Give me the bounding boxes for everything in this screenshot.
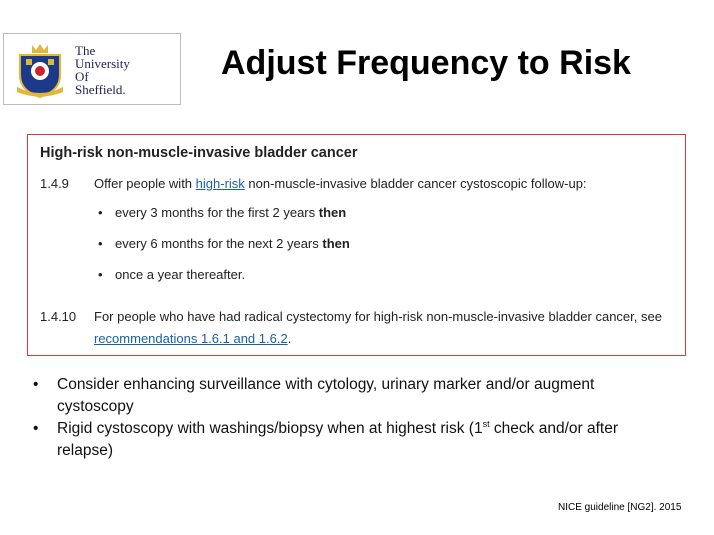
guideline-excerpt-box bbox=[27, 134, 686, 356]
bullet-icon: • bbox=[33, 420, 39, 437]
recommendation-number: 1.4.10 bbox=[40, 309, 77, 324]
list-item: • Rigid cystoscopy with washings/biopsy when at highest risk (1st check and/or after relapse) bbox=[33, 418, 618, 459]
logo-line-1: The bbox=[75, 43, 96, 58]
high-risk-link[interactable]: high-risk bbox=[195, 176, 245, 191]
recommendation-number: 1.4.9 bbox=[40, 176, 69, 191]
list-item: • every 6 months for the next 2 years then bbox=[98, 233, 350, 264]
guideline-heading: High-risk non-muscle-invasive bladder cancer bbox=[40, 145, 358, 161]
bullet-icon: • bbox=[33, 376, 39, 393]
logo-line-2: University bbox=[75, 56, 130, 71]
list-item: • Consider enhancing surveillance with cytology, urinary marker and/or augment cystoscopy bbox=[33, 376, 595, 415]
recommendation-text bbox=[94, 173, 684, 195]
slide-title: Adjust Frequency to Risk bbox=[221, 44, 631, 82]
university-logo bbox=[3, 33, 181, 105]
follow-up-schedule-list bbox=[98, 202, 350, 295]
list-item: • every 3 months for the first 2 years then bbox=[98, 202, 350, 233]
key-points-list bbox=[33, 374, 673, 462]
logo-line-4: Sheffield. bbox=[75, 82, 126, 97]
source-citation: NICE guideline [NG2]. 2015 bbox=[558, 502, 682, 513]
recommendation-text: For people who have had radical cystectomy for high-risk non-muscle-invasive bladder cancer, see recommendations 1.6.1 and 1.6.2. bbox=[94, 309, 662, 346]
rec-text-after: non-muscle-invasive bladder cancer cystoscopic follow-up: bbox=[244, 176, 587, 191]
university-crest-icon bbox=[14, 41, 66, 99]
logo-line-3: Of bbox=[75, 69, 89, 84]
recommendations-link[interactable]: recommendations 1.6.1 and 1.6.2 bbox=[94, 331, 288, 346]
rec-text: For people who have had radical cystectomy for high-risk non-muscle-invasive bladder cancer, see bbox=[94, 309, 662, 324]
list-item: • once a year thereafter. bbox=[98, 264, 350, 295]
rec-text-before: Offer people with bbox=[94, 176, 196, 191]
university-name bbox=[75, 44, 130, 96]
